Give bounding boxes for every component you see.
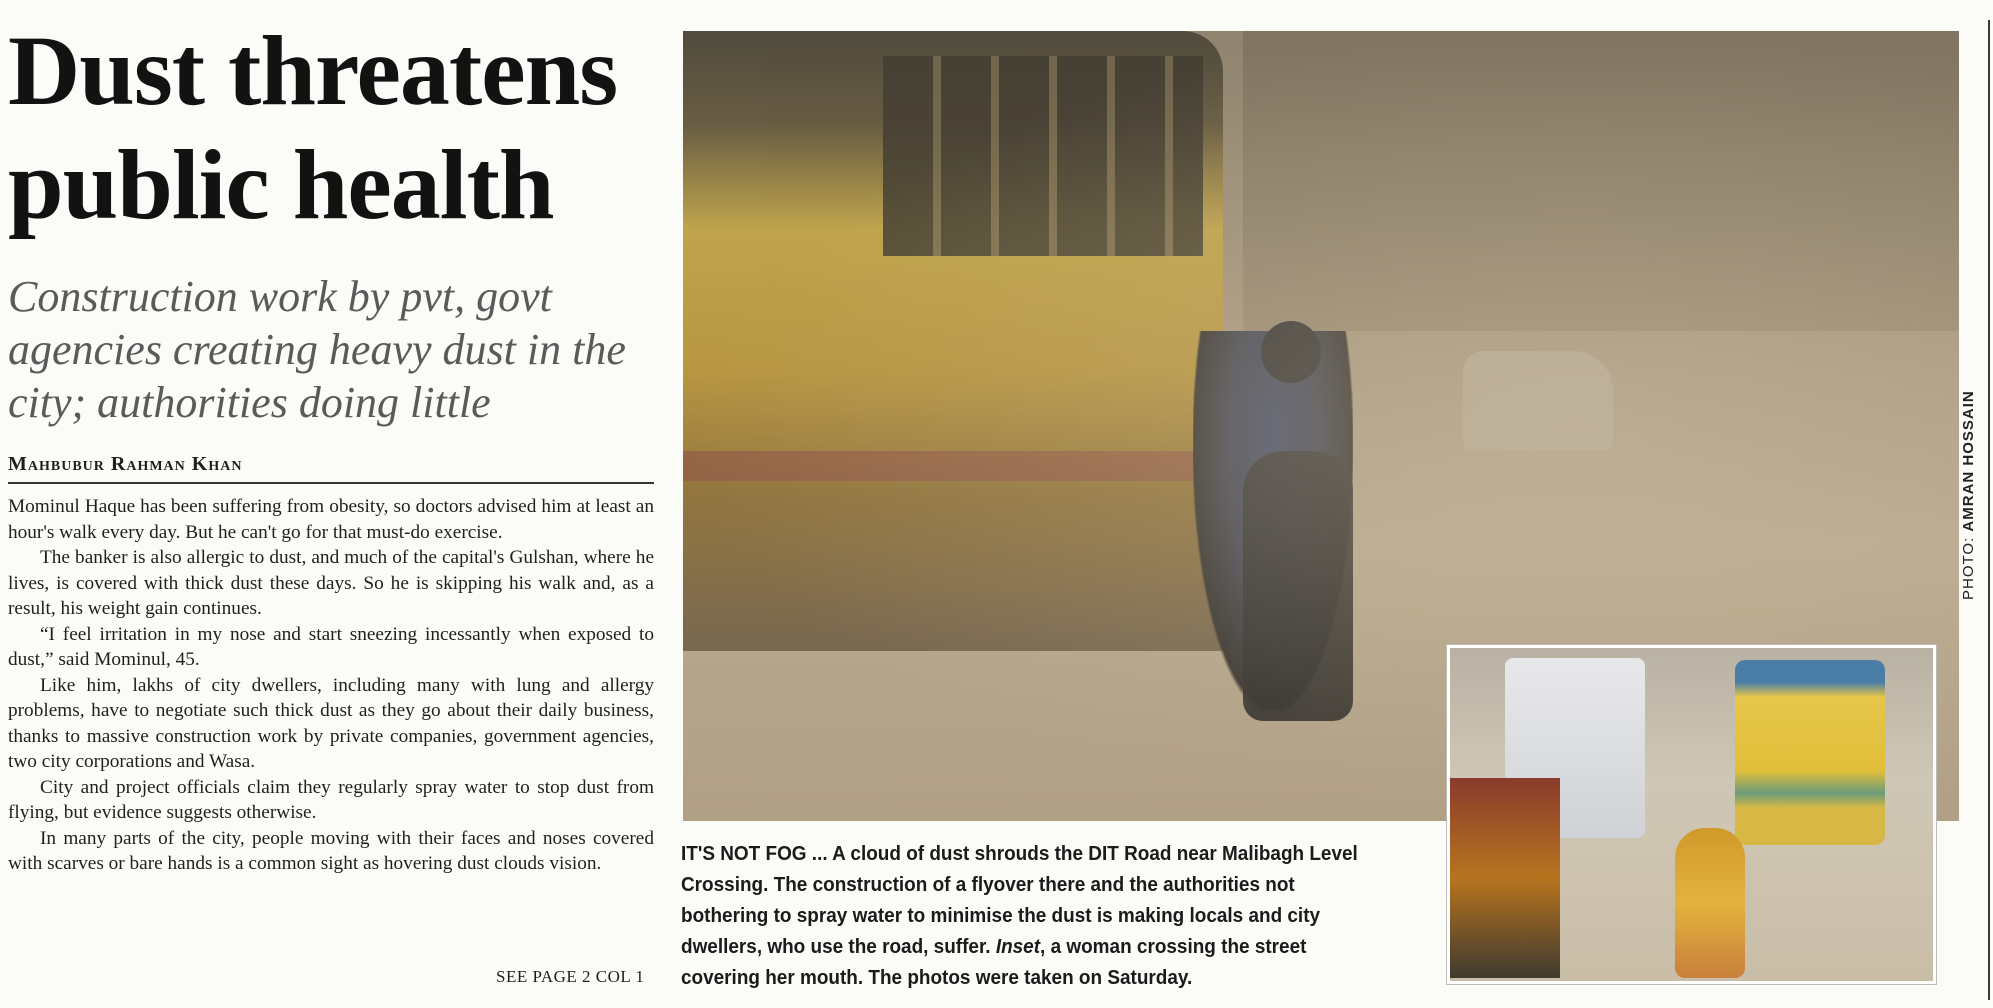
- paragraph: Like him, lakhs of city dwellers, including many with lung and allergy problems, have to negotiate such thick dust as they go about their daily business, thanks to massive construction work by private companies, government agencies, two city corporations and Wasa.: [8, 674, 654, 772]
- column-rule: [1988, 20, 1990, 1000]
- paragraph: City and project officials claim they regularly spray water to stop dust from flying, but evidence suggests otherwise.: [8, 776, 654, 823]
- article-body: [8, 494, 654, 877]
- paragraph: “I feel irritation in my nose and start sneezing incessantly when exposed to dust,” said Mominul, 45.: [8, 623, 654, 670]
- caption-lead: IT'S NOT FOG ...: [681, 842, 828, 865]
- photo-caption: [681, 838, 1366, 993]
- photo-credit-name: AMRAN HOSSAIN: [1960, 390, 1977, 532]
- caption-body: A cloud of dust shrouds the DIT Road near Malibagh Level Crossing. The construction of a flyover there and the authorities not bothering to spray water to minimise the dust is making locals and city dwellers, who use the road, suffer.: [681, 842, 1358, 958]
- photo-credit: [1960, 360, 1982, 600]
- inset-rickshaw: [1450, 778, 1560, 978]
- inset-photo: [1447, 645, 1936, 984]
- paragraph: In many parts of the city, people moving with their faces and noses covered with scarves or bare hands is a common sight as hovering dust clouds vision.: [8, 827, 654, 874]
- paragraph: Mominul Haque has been suffering from obesity, so doctors advised him at least an hour's walk every day. But he can't go for that must-do exercise.: [8, 496, 654, 543]
- inset-woman: [1675, 828, 1745, 978]
- byline: Mahbubur Rahman Khan: [8, 453, 654, 484]
- continuation-link[interactable]: SEE PAGE 2 COL 1: [496, 967, 645, 986]
- subheadline: Construction work by pvt, govt agencies creating heavy dust in the city; authorities doing little: [8, 272, 626, 427]
- inset-yellow-bus: [1735, 660, 1885, 845]
- photo-credit-label: PHOTO:: [1960, 536, 1977, 600]
- caption-inset-label: Inset: [995, 935, 1041, 958]
- article-column: [8, 14, 654, 877]
- paragraph: The banker is also allergic to dust, and much of the capital's Gulshan, where he lives, is covered with thick dust these days. So he is skipping his walk and, as a result, his weight gain continues.: [8, 547, 654, 619]
- headline: Dust threatens public health: [8, 15, 618, 240]
- caption-body-end: , a woman crossing the street covering her mouth. The photos were taken on Saturday.: [681, 935, 1307, 989]
